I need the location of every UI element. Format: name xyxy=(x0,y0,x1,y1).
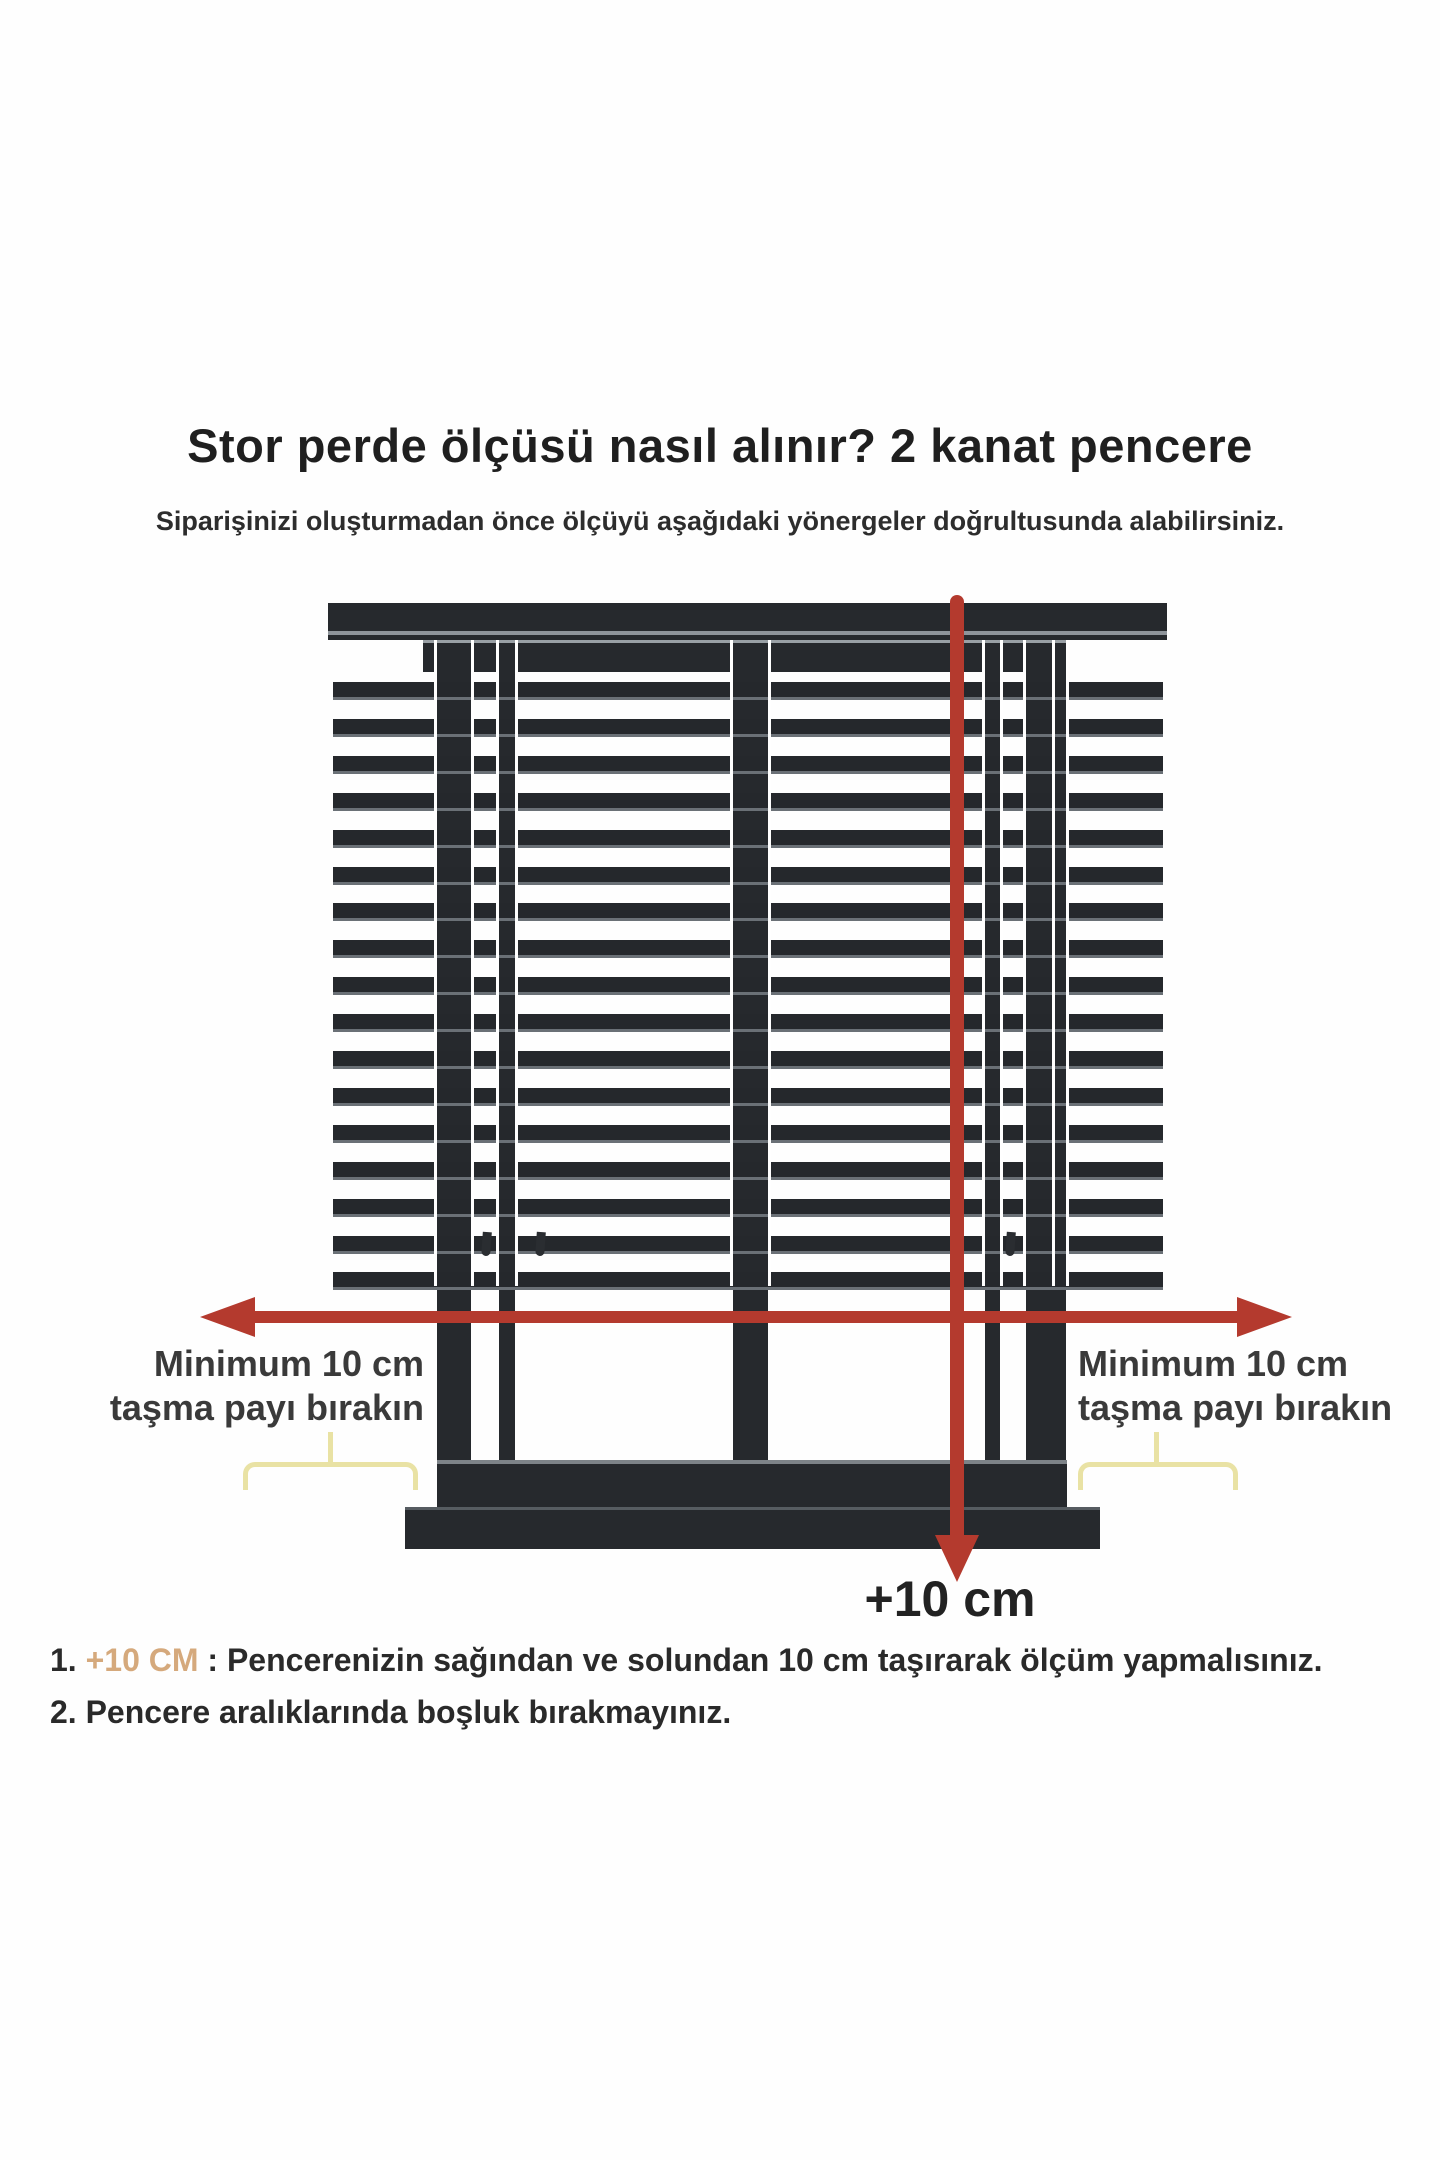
tape-hairline xyxy=(1023,640,1026,1286)
tape-hairline xyxy=(471,640,474,1286)
blind-slat xyxy=(333,903,1163,921)
window-bottom-rail xyxy=(437,1460,1067,1507)
horizontal-measure-arrow xyxy=(255,1311,1237,1323)
page-subtitle: Siparişinizi oluşturmadan önce ölçüyü aşağıdaki yönergeler doğrultusunda alabilirsiniz. xyxy=(155,506,1285,536)
blind-slat xyxy=(333,1162,1163,1180)
tape-hairline xyxy=(1066,640,1069,1286)
item-2-text: Pencere aralıklarında boşluk bırakmayınız. xyxy=(85,1694,732,1730)
blind-slat xyxy=(333,756,1163,774)
cord-pull xyxy=(1005,1232,1016,1257)
blind-slat xyxy=(333,719,1163,737)
blind-slat xyxy=(333,1125,1163,1143)
blind-slat xyxy=(333,1088,1163,1106)
left-arrow-head-icon xyxy=(200,1297,255,1337)
right-overhang-brace-icon xyxy=(1078,1432,1238,1494)
left-overhang-label xyxy=(100,1342,424,1430)
blind-slat xyxy=(333,793,1163,811)
tape-hairline xyxy=(730,640,733,1286)
item-1-separator: : xyxy=(198,1642,227,1678)
tape-hairline xyxy=(1052,640,1055,1286)
instruction-item-1 xyxy=(50,1634,1410,1686)
blind-slat xyxy=(333,1236,1163,1254)
window-sill xyxy=(405,1507,1100,1549)
tape-hairline xyxy=(1000,640,1003,1286)
cord-pull xyxy=(535,1232,546,1257)
blind-slat xyxy=(333,682,1163,700)
page-title: Stor perde ölçüsü nasıl alınır? 2 kanat pencere xyxy=(187,419,1253,472)
blind-slat xyxy=(333,1199,1163,1217)
instruction-list xyxy=(50,1634,1410,1738)
item-1-number: 1. xyxy=(50,1642,77,1678)
left-overhang-brace-icon xyxy=(243,1432,418,1494)
left-overhang-line2: taşma payı bırakın xyxy=(109,1387,424,1428)
right-arrow-head-icon xyxy=(1237,1297,1292,1337)
blind-slat xyxy=(333,940,1163,958)
plus-10cm-label: +10 cm xyxy=(864,1571,1036,1627)
right-overhang-line2: taşma payı bırakın xyxy=(1078,1387,1393,1428)
vertical-measure-arrow xyxy=(950,595,964,1535)
tape-hairline xyxy=(982,640,985,1286)
instruction-item-2 xyxy=(50,1686,1410,1738)
tape-hairline xyxy=(496,640,499,1286)
blind-slat xyxy=(333,830,1163,848)
blind-slat xyxy=(333,867,1163,885)
tape-hairline xyxy=(768,640,771,1286)
cord-pull xyxy=(481,1232,492,1257)
tape-hairline xyxy=(434,640,437,1286)
left-overhang-line1: Minimum 10 cm xyxy=(153,1343,424,1384)
headrail-highlight-line xyxy=(328,631,1167,635)
blind-slat xyxy=(333,977,1163,995)
right-overhang-label xyxy=(1078,1342,1392,1430)
blind-slat xyxy=(333,1272,1163,1290)
item-2-number: 2. xyxy=(50,1694,77,1730)
window-top-frame xyxy=(423,640,1067,672)
blind-slat xyxy=(333,1014,1163,1032)
right-overhang-line1: Minimum 10 cm xyxy=(1078,1343,1349,1384)
item-1-text: Pencerenizin sağından ve solundan 10 cm taşırarak ölçüm yapmalısınız. xyxy=(226,1642,1323,1678)
item-1-highlight: +10 CM xyxy=(85,1642,199,1678)
tape-hairline xyxy=(515,640,518,1286)
blind-slat xyxy=(333,1051,1163,1069)
